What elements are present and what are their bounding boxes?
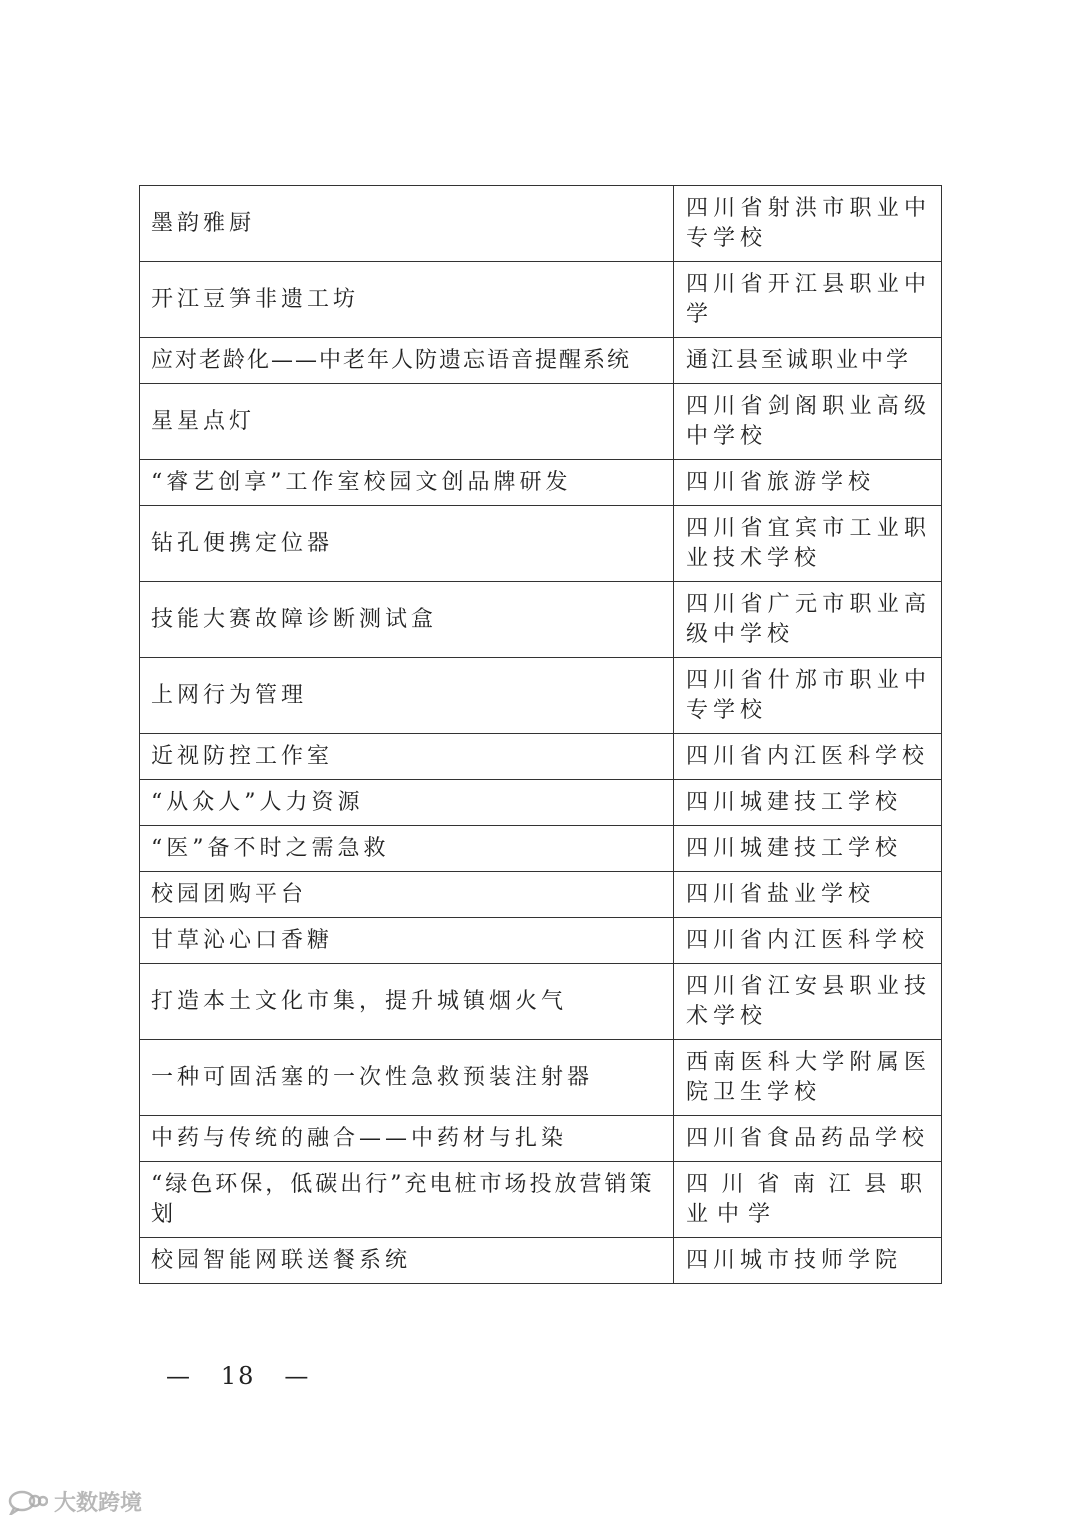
table-row (140, 780, 942, 826)
table-row (140, 1238, 942, 1284)
project-name-cell: 一种可固活塞的一次性急救预装注射器 (140, 1040, 674, 1116)
school-name-cell: 四川省内江医科学校 (674, 918, 942, 964)
school-name-cell: 四川城建技工学校 (674, 826, 942, 872)
project-name-cell: 开江豆笋非遗工坊 (140, 262, 674, 338)
table-row (140, 918, 942, 964)
project-name-cell: 钻孔便携定位器 (140, 506, 674, 582)
project-name-cell: 校园智能网联送餐系统 (140, 1238, 674, 1284)
table-row (140, 826, 942, 872)
school-name-cell: 四川城市技师学院 (674, 1238, 942, 1284)
school-name-cell: 四川省内江医科学校 (674, 734, 942, 780)
project-name-cell: 打造本土文化市集，提升城镇烟火气 (140, 964, 674, 1040)
table-row (140, 582, 942, 658)
project-name-cell: “从众人”人力资源 (140, 780, 674, 826)
school-name-cell: 四川省食品药品学校 (674, 1116, 942, 1162)
school-name-cell: 西南医科大学附属医院卫生学校 (674, 1040, 942, 1116)
project-name-cell: 星星点灯 (140, 384, 674, 460)
school-name-cell: 四川省旅游学校 (674, 460, 942, 506)
school-name-cell: 四川省广元市职业高级中学校 (674, 582, 942, 658)
table-row (140, 872, 942, 918)
school-name-cell: 四川省南江县职业中学 (674, 1162, 942, 1238)
table-row (140, 734, 942, 780)
table-row (140, 262, 942, 338)
speech-bubble-logo-icon (8, 1489, 48, 1515)
project-name-cell: 应对老龄化——中老年人防遗忘语音提醒系统 (140, 338, 674, 384)
table-row (140, 964, 942, 1040)
school-name-cell: 四川省什邡市职业中专学校 (674, 658, 942, 734)
table-row (140, 1040, 942, 1116)
page-number: 18 (220, 1362, 256, 1390)
table-row (140, 1116, 942, 1162)
page-dash-right: — (284, 1362, 311, 1390)
table-row (140, 506, 942, 582)
project-name-cell: 中药与传统的融合——中药材与扎染 (140, 1116, 674, 1162)
project-name-cell: 技能大赛故障诊断测试盒 (140, 582, 674, 658)
table-row (140, 460, 942, 506)
table-row (140, 384, 942, 460)
table-row (140, 658, 942, 734)
project-name-cell: “医”备不时之需急救 (140, 826, 674, 872)
project-name-cell: 甘草沁心口香糖 (140, 918, 674, 964)
school-name-cell: 四川城建技工学校 (674, 780, 942, 826)
project-school-table (139, 185, 942, 1284)
project-name-cell: 校园团购平台 (140, 872, 674, 918)
school-name-cell: 四川省剑阁职业高级中学校 (674, 384, 942, 460)
school-name-cell: 通江县至诚职业中学 (674, 338, 942, 384)
school-name-cell: 四川省开江县职业中学 (674, 262, 942, 338)
school-name-cell: 四川省射洪市职业中专学校 (674, 186, 942, 262)
project-name-cell: “睿艺创享”工作室校园文创品牌研发 (140, 460, 674, 506)
school-name-cell: 四川省盐业学校 (674, 872, 942, 918)
school-name-cell: 四川省江安县职业技术学校 (674, 964, 942, 1040)
project-name-cell: 上网行为管理 (140, 658, 674, 734)
watermark (8, 1486, 142, 1517)
school-name-cell: 四川省宜宾市工业职业技术学校 (674, 506, 942, 582)
watermark-text: 大数跨境 (54, 1491, 143, 1516)
page-dash-left: — (166, 1362, 192, 1390)
table-row (140, 1162, 942, 1238)
page-number-footer (166, 1362, 310, 1390)
table-row (140, 338, 942, 384)
project-name-cell: 墨韵雅厨 (140, 186, 674, 262)
project-name-cell: 近视防控工作室 (140, 734, 674, 780)
project-name-cell: “绿色环保，低碳出行”充电桩市场投放营销策划 (140, 1162, 674, 1238)
table-row (140, 186, 942, 262)
